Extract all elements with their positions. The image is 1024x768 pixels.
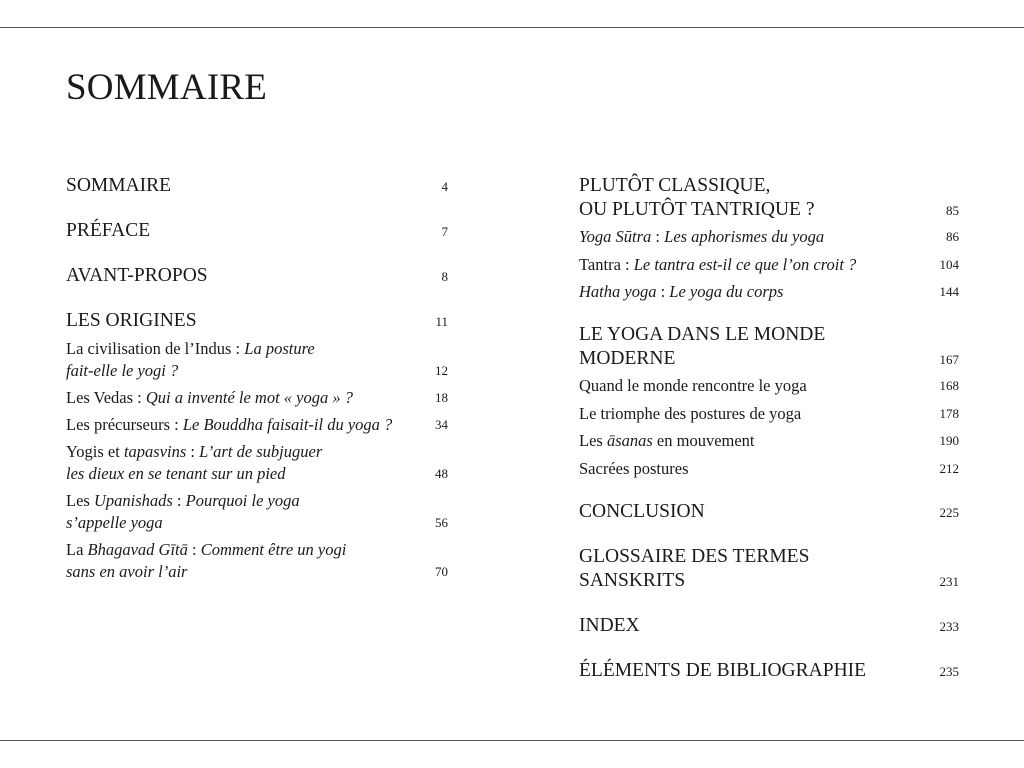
toc-section-entry — [579, 174, 959, 222]
toc-page-number: 190 — [939, 433, 959, 448]
toc-page-number: 167 — [939, 352, 959, 367]
toc-subsection-title: Hatha yoga : Le yoga du corps — [579, 282, 784, 301]
toc-section-title: LES ORIGINES — [66, 310, 197, 331]
toc-section-title: PLUTÔT CLASSIQUE, OU PLUTÔT TANTRIQUE ? — [579, 175, 815, 220]
toc-section-title: CONCLUSION — [579, 500, 705, 522]
toc-subsection-entry — [579, 458, 959, 480]
toc-subsection-entry — [66, 338, 448, 382]
toc-page-number: 7 — [441, 224, 448, 239]
toc-page-number: 144 — [939, 284, 959, 299]
toc-subsection-title: Les Vedas : Qui a inventé le mot « yoga » ? — [66, 388, 354, 407]
toc-section-entry — [579, 323, 959, 371]
toc-page-number: 18 — [435, 390, 448, 405]
toc-subsection-entry — [579, 254, 959, 276]
toc-subsection-title: Quand le monde rencontre le yoga — [579, 376, 807, 395]
toc-page-number: 56 — [435, 515, 448, 530]
toc-page-number: 4 — [441, 179, 448, 194]
toc-section-title: SOMMAIRE — [66, 175, 172, 196]
toc-section-title: GLOSSAIRE DES TERMES SANSKRITS — [579, 545, 810, 591]
toc-section-title: AVANT-PROPOS — [66, 265, 208, 286]
toc-subsection-title: Les āsanas en mouvement — [579, 431, 755, 450]
page-title: SOMMAIRE — [66, 67, 268, 108]
toc-subsection-title: Yogis et tapasvins : L’art de subjuguer les dieux en se tenant sur un pied — [66, 442, 323, 483]
toc-page-number: 11 — [435, 314, 448, 329]
top-rule — [0, 27, 1024, 28]
toc-section-entry — [579, 659, 959, 683]
toc-page-number: 104 — [939, 256, 959, 272]
toc-page-number: 85 — [946, 203, 959, 218]
toc-section-title: PRÉFACE — [66, 220, 151, 241]
toc-subsection-entry — [579, 403, 959, 425]
toc-subsection-title: Sacrées postures — [579, 458, 689, 478]
toc-section-entry — [66, 174, 448, 198]
toc-section-title: LE YOGA DANS LE MONDE MODERNE — [579, 324, 826, 369]
toc-page-number: 178 — [939, 405, 959, 421]
toc-subsection-entry — [66, 414, 448, 436]
toc-subsection-entry — [66, 387, 448, 409]
toc-subsection-title: Les précurseurs : Le Bouddha faisait-il du yoga ? — [66, 415, 393, 434]
toc-left-column — [66, 174, 448, 588]
toc-page-number: 168 — [939, 378, 959, 393]
bottom-rule — [0, 740, 1024, 741]
toc-page-number: 8 — [441, 269, 448, 284]
toc-page-number: 231 — [939, 573, 959, 589]
toc-subsection-entry — [66, 441, 448, 485]
toc-page-number: 12 — [435, 363, 448, 378]
toc-section-entry — [579, 614, 959, 638]
toc-subsection-entry — [66, 490, 448, 534]
toc-page-number: 212 — [939, 460, 959, 476]
toc-section-title: INDEX — [579, 614, 640, 636]
toc-page-number: 34 — [435, 417, 448, 432]
toc-subsection-entry — [579, 281, 959, 303]
toc-subsection-title: Tantra : Le tantra est-il ce que l’on croit ? — [579, 254, 857, 274]
toc-subsection-entry — [579, 226, 959, 248]
toc-page-number: 233 — [939, 618, 959, 634]
toc-section-title: ÉLÉMENTS DE BIBLIOGRAPHIE — [579, 659, 867, 681]
toc-page-number: 86 — [946, 229, 959, 244]
toc-page-number: 235 — [939, 663, 959, 679]
toc-subsection-title: Les Upanishads : Pourquoi le yoga s’appelle yoga — [66, 491, 300, 532]
toc-section-entry — [66, 219, 448, 243]
toc-right-column — [579, 174, 959, 704]
toc-subsection-title: Le triomphe des postures de yoga — [579, 403, 802, 423]
toc-section-entry — [66, 309, 448, 333]
toc-page-number: 70 — [435, 564, 448, 579]
toc-section-entry — [579, 545, 959, 593]
toc-subsection-entry — [579, 375, 959, 397]
toc-page-number: 225 — [939, 504, 959, 520]
toc-subsection-entry — [66, 539, 448, 583]
toc-section-entry — [579, 500, 959, 524]
toc-subsection-title: La Bhagavad Gītā : Comment être un yogi sans en avoir l’air — [66, 540, 347, 581]
toc-section-entry — [66, 264, 448, 288]
toc-page-number: 48 — [435, 466, 448, 481]
toc-subsection-title: Yoga Sūtra : Les aphorismes du yoga — [579, 227, 825, 246]
toc-subsection-entry — [579, 430, 959, 452]
toc-subsection-title: La civilisation de l’Indus : La posture fait-elle le yogi ? — [66, 339, 315, 380]
